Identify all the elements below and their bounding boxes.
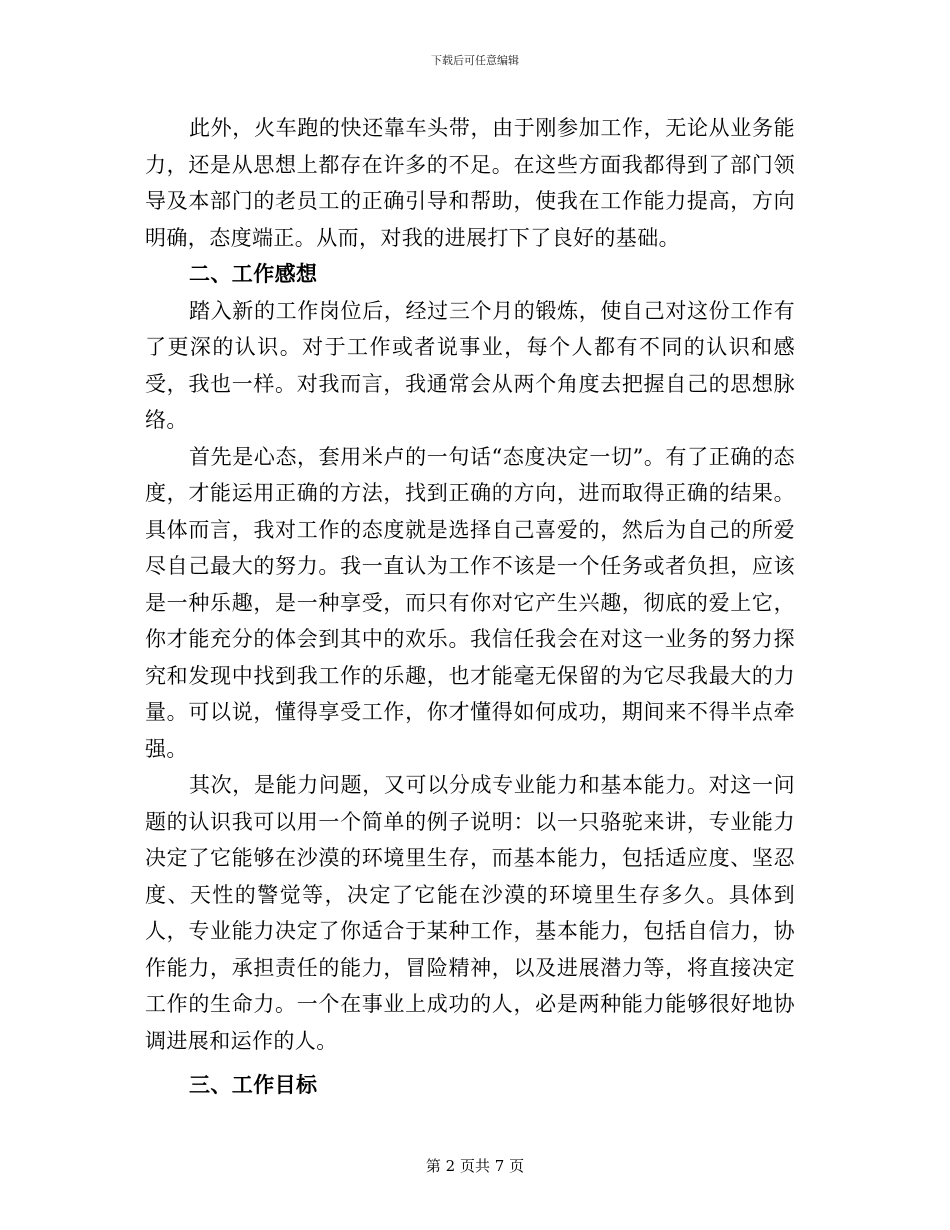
paragraph-ability: 其次，是能力问题，又可以分成专业能力和基本能力。对这一问题的认识我可以用一个简单的例子说明：以一只骆驼来讲，专业能力决定了它能够在沙漠的环境里生存，而基本能力，包括适应度、坚忍度、天性的警觉等，决定了它能在沙漠的环境里生存多久。具体到人，专业能力决定了你适合于某种工作，基本能力，包括自信力，协作能力，承担责任的能力，冒险精神，以及进展潜力等，将直接决定工作的生命力。一个在事业上成功的人，必是两种能力能够很好地协调进展和运作的人。 <box>145 773 795 1053</box>
section-heading-work-goals: 三、工作目标 <box>189 1072 318 1097</box>
page-header: 下载后可任意编辑 <box>431 54 519 67</box>
paragraph-intro: 此外，火车跑的快还靠车头带，由于刚参加工作，无论从业务能力，还是从思想上都存在许多的不足。在这些方面我都得到了部门领导及本部门的老员工的正确引导和帮助，使我在工作能力提高，方向明确，态度端正。从而，对我的进展打下了良好的基础。 <box>145 116 795 250</box>
paragraph-new-position: 踏入新的工作岗位后，经过三个月的锻炼，使自己对这份工作有了更深的认识。对于工作或者说事业，每个人都有不同的认识和感受，我也一样。对我而言，我通常会从两个角度去把握自己的思想脉络。 <box>145 298 795 432</box>
page-footer: 第 2 页共 7 页 <box>425 1157 525 1175</box>
document-body <box>145 110 795 1104</box>
paragraph-attitude: 首先是心态，套用米卢的一句话“态度决定一切”。有了正确的态度，才能运用正确的方法，找到正确的方向，进而取得正确的结果。具体而言，我对工作的态度就是选择自己喜爱的，然后为自己的所爱尽自己最大的努力。我一直认为工作不该是一个任务或者负担，应该是一种乐趣，是一种享受，而只有你对它产生兴趣，彻底的爱上它，你才能充分的体会到其中的欢乐。我信任我会在对这一业务的努力探究和发现中找到我工作的乐趣，也才能毫无保留的为它尽我最大的力量。可以说，懂得享受工作，你才懂得如何成功，期间来不得半点牵强。 <box>145 444 795 761</box>
section-heading-work-thoughts: 二、工作感想 <box>189 261 318 286</box>
